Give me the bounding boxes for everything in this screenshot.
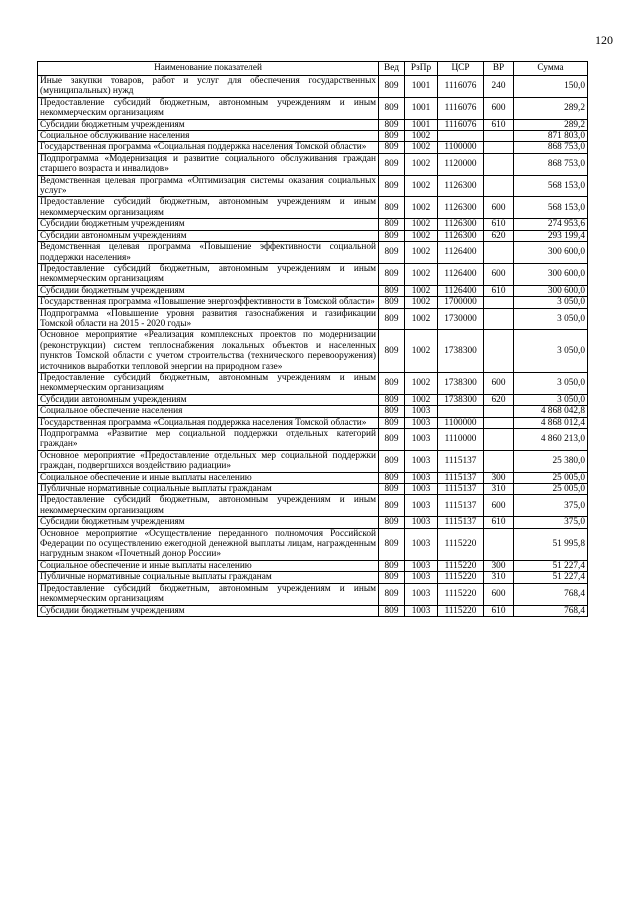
cell-ved: 809	[379, 417, 405, 428]
cell-ved: 809	[379, 242, 405, 264]
cell-rzpr: 1001	[405, 97, 438, 119]
table-row	[38, 472, 588, 483]
cell-name: Предоставление субсидий бюджетным, автономным учреждениям и иным некоммерческим организациям	[38, 97, 379, 119]
cell-ved: 809	[379, 495, 405, 517]
cell-name: Основное мероприятие «Предоставление отдельных мер социальной поддержки граждан, подвергшихся воздействию радиации»	[38, 450, 379, 472]
cell-rzpr: 1002	[405, 330, 438, 373]
cell-csr: 1126300	[438, 175, 484, 197]
cell-ved: 809	[379, 605, 405, 616]
cell-ved: 809	[379, 517, 405, 528]
cell-vr	[484, 528, 514, 560]
cell-vr: 600	[484, 197, 514, 219]
cell-name: Предоставление субсидий бюджетным, автономным учреждениям и иным некоммерческим организациям	[38, 495, 379, 517]
cell-name: Социальное обеспечение населения	[38, 406, 379, 417]
cell-ved: 809	[379, 572, 405, 583]
table-row	[38, 450, 588, 472]
table-row	[38, 119, 588, 130]
cell-vr: 240	[484, 76, 514, 98]
cell-sum: 3 050,0	[514, 308, 588, 330]
cell-csr: 1116076	[438, 76, 484, 98]
cell-vr	[484, 308, 514, 330]
cell-name: Предоставление субсидий бюджетным, автономным учреждениям и иным некоммерческим организациям	[38, 263, 379, 285]
cell-ved: 809	[379, 372, 405, 394]
cell-sum: 375,0	[514, 495, 588, 517]
cell-sum: 274 953,6	[514, 219, 588, 230]
table-row	[38, 131, 588, 142]
table-header-row	[38, 62, 588, 76]
header-rzpr: РзПр	[405, 62, 438, 76]
cell-csr: 1115137	[438, 517, 484, 528]
table-row	[38, 142, 588, 153]
page-number: 120	[595, 33, 613, 47]
cell-csr: 1738300	[438, 394, 484, 405]
cell-rzpr: 1003	[405, 605, 438, 616]
cell-ved: 809	[379, 297, 405, 308]
cell-vr	[484, 175, 514, 197]
cell-vr: 300	[484, 560, 514, 571]
cell-ved: 809	[379, 76, 405, 98]
cell-vr: 620	[484, 230, 514, 241]
cell-sum: 4 868 042,8	[514, 406, 588, 417]
cell-vr: 600	[484, 495, 514, 517]
cell-ved: 809	[379, 406, 405, 417]
cell-ved: 809	[379, 330, 405, 373]
cell-name: Субсидии бюджетным учреждениям	[38, 517, 379, 528]
cell-ved: 809	[379, 450, 405, 472]
cell-rzpr: 1003	[405, 560, 438, 571]
cell-vr: 600	[484, 263, 514, 285]
table-row	[38, 297, 588, 308]
cell-sum: 4 868 012,4	[514, 417, 588, 428]
cell-rzpr: 1002	[405, 242, 438, 264]
table-row	[38, 230, 588, 241]
cell-sum: 293 199,4	[514, 230, 588, 241]
cell-vr: 600	[484, 583, 514, 605]
cell-ved: 809	[379, 230, 405, 241]
table-row	[38, 394, 588, 405]
cell-rzpr: 1002	[405, 219, 438, 230]
cell-ved: 809	[379, 394, 405, 405]
cell-csr: 1115137	[438, 495, 484, 517]
table-row	[38, 197, 588, 219]
cell-rzpr: 1003	[405, 572, 438, 583]
cell-sum: 51 995,8	[514, 528, 588, 560]
cell-ved: 809	[379, 119, 405, 130]
cell-rzpr: 1002	[405, 131, 438, 142]
cell-rzpr: 1002	[405, 142, 438, 153]
cell-vr	[484, 429, 514, 451]
cell-csr: 1700000	[438, 297, 484, 308]
cell-sum: 25 005,0	[514, 472, 588, 483]
cell-sum: 51 227,4	[514, 560, 588, 571]
cell-rzpr: 1003	[405, 450, 438, 472]
cell-ved: 809	[379, 142, 405, 153]
cell-ved: 809	[379, 97, 405, 119]
cell-rzpr: 1003	[405, 517, 438, 528]
cell-csr: 1115137	[438, 450, 484, 472]
cell-name: Подпрограмма «Модернизация и развитие социального обслуживания граждан старшего возраста и инвалидов»	[38, 153, 379, 175]
cell-ved: 809	[379, 560, 405, 571]
cell-ved: 809	[379, 131, 405, 142]
cell-vr	[484, 153, 514, 175]
table-row	[38, 583, 588, 605]
table-row	[38, 263, 588, 285]
cell-name: Субсидии автономным учреждениям	[38, 230, 379, 241]
cell-rzpr: 1002	[405, 394, 438, 405]
table-row	[38, 429, 588, 451]
cell-vr: 610	[484, 219, 514, 230]
cell-name: Предоставление субсидий бюджетным, автономным учреждениям и иным некоммерческим организациям	[38, 197, 379, 219]
cell-rzpr: 1001	[405, 76, 438, 98]
cell-sum: 375,0	[514, 517, 588, 528]
cell-csr	[438, 406, 484, 417]
cell-vr	[484, 450, 514, 472]
cell-sum: 3 050,0	[514, 394, 588, 405]
cell-ved: 809	[379, 528, 405, 560]
cell-ved: 809	[379, 175, 405, 197]
cell-vr: 600	[484, 372, 514, 394]
cell-sum: 3 050,0	[514, 297, 588, 308]
cell-ved: 809	[379, 429, 405, 451]
cell-vr	[484, 330, 514, 373]
cell-name: Субсидии бюджетным учреждениям	[38, 219, 379, 230]
table-row	[38, 406, 588, 417]
cell-sum: 871 803,0	[514, 131, 588, 142]
cell-vr	[484, 417, 514, 428]
header-name: Наименование показателей	[38, 62, 379, 76]
cell-name: Социальное обеспечение и иные выплаты населению	[38, 560, 379, 571]
cell-ved: 809	[379, 285, 405, 296]
cell-sum: 868 753,0	[514, 153, 588, 175]
cell-name: Публичные нормативные социальные выплаты гражданам	[38, 572, 379, 583]
cell-rzpr: 1003	[405, 528, 438, 560]
cell-rzpr: 1002	[405, 230, 438, 241]
cell-rzpr: 1002	[405, 372, 438, 394]
cell-csr: 1738300	[438, 372, 484, 394]
cell-rzpr: 1001	[405, 119, 438, 130]
cell-rzpr: 1002	[405, 285, 438, 296]
cell-rzpr: 1003	[405, 472, 438, 483]
cell-ved: 809	[379, 197, 405, 219]
header-ved: Вед	[379, 62, 405, 76]
cell-vr: 620	[484, 394, 514, 405]
cell-csr: 1100000	[438, 417, 484, 428]
cell-name: Подпрограмма «Повышение уровня развития газоснабжения и газификации Томской области на 2015 - 2020 годы»	[38, 308, 379, 330]
cell-sum: 768,4	[514, 583, 588, 605]
table-row	[38, 285, 588, 296]
cell-csr: 1115220	[438, 528, 484, 560]
cell-rzpr: 1003	[405, 429, 438, 451]
cell-csr: 1126400	[438, 285, 484, 296]
cell-sum: 768,4	[514, 605, 588, 616]
table-body	[38, 76, 588, 617]
cell-vr: 310	[484, 484, 514, 495]
table-row	[38, 308, 588, 330]
cell-sum: 300 600,0	[514, 285, 588, 296]
cell-rzpr: 1003	[405, 417, 438, 428]
cell-csr: 1120000	[438, 153, 484, 175]
cell-name: Ведомственная целевая программа «Повышение эффективности социальной поддержки населения»	[38, 242, 379, 264]
table-row	[38, 76, 588, 98]
cell-rzpr: 1002	[405, 153, 438, 175]
cell-sum: 3 050,0	[514, 372, 588, 394]
cell-rzpr: 1003	[405, 583, 438, 605]
table-row	[38, 528, 588, 560]
cell-ved: 809	[379, 153, 405, 175]
table-row	[38, 372, 588, 394]
cell-name: Ведомственная целевая программа «Оптимизация системы оказания социальных услуг»	[38, 175, 379, 197]
cell-sum: 25 005,0	[514, 484, 588, 495]
cell-ved: 809	[379, 484, 405, 495]
cell-sum: 568 153,0	[514, 175, 588, 197]
table-row	[38, 495, 588, 517]
cell-vr: 610	[484, 119, 514, 130]
cell-csr: 1115137	[438, 472, 484, 483]
header-vr: ВР	[484, 62, 514, 76]
cell-name: Социальное обеспечение и иные выплаты населению	[38, 472, 379, 483]
cell-name: Предоставление субсидий бюджетным, автономным учреждениям и иным некоммерческим организациям	[38, 372, 379, 394]
cell-vr	[484, 297, 514, 308]
cell-csr: 1115220	[438, 560, 484, 571]
header-sum: Сумма	[514, 62, 588, 76]
cell-csr: 1126300	[438, 219, 484, 230]
cell-name: Субсидии бюджетным учреждениям	[38, 119, 379, 130]
cell-name: Подпрограмма «Развитие мер социальной поддержки отдельных категорий граждан»	[38, 429, 379, 451]
cell-rzpr: 1002	[405, 297, 438, 308]
cell-vr: 300	[484, 472, 514, 483]
cell-sum: 4 860 213,0	[514, 429, 588, 451]
cell-sum: 568 153,0	[514, 197, 588, 219]
cell-vr	[484, 142, 514, 153]
cell-vr	[484, 131, 514, 142]
cell-name: Субсидии автономным учреждениям	[38, 394, 379, 405]
table-row	[38, 242, 588, 264]
table-row	[38, 517, 588, 528]
table-row	[38, 484, 588, 495]
cell-rzpr: 1003	[405, 484, 438, 495]
cell-sum: 300 600,0	[514, 242, 588, 264]
cell-csr: 1115220	[438, 583, 484, 605]
cell-rzpr: 1002	[405, 175, 438, 197]
cell-vr: 610	[484, 605, 514, 616]
cell-sum: 3 050,0	[514, 330, 588, 373]
cell-name: Предоставление субсидий бюджетным, автономным учреждениям и иным некоммерческим организациям	[38, 583, 379, 605]
table-row	[38, 560, 588, 571]
cell-rzpr: 1002	[405, 308, 438, 330]
cell-csr: 1110000	[438, 429, 484, 451]
cell-csr: 1115220	[438, 605, 484, 616]
table-row	[38, 330, 588, 373]
cell-name: Иные закупки товаров, работ и услуг для обеспечения государственных (муниципальных) нужд	[38, 76, 379, 98]
table-row	[38, 219, 588, 230]
table-row	[38, 175, 588, 197]
cell-rzpr: 1002	[405, 263, 438, 285]
header-csr: ЦСР	[438, 62, 484, 76]
cell-sum: 868 753,0	[514, 142, 588, 153]
cell-vr	[484, 406, 514, 417]
table-row	[38, 417, 588, 428]
table-row	[38, 605, 588, 616]
cell-csr: 1115220	[438, 572, 484, 583]
cell-csr: 1115137	[438, 484, 484, 495]
cell-csr: 1116076	[438, 97, 484, 119]
cell-name: Государственная программа «Социальная поддержка населения Томской области»	[38, 142, 379, 153]
budget-table	[37, 61, 588, 617]
cell-csr: 1126400	[438, 242, 484, 264]
cell-name: Субсидии бюджетным учреждениям	[38, 285, 379, 296]
cell-sum: 25 380,0	[514, 450, 588, 472]
cell-name: Социальное обслуживание населения	[38, 131, 379, 142]
cell-vr: 600	[484, 97, 514, 119]
cell-csr: 1126300	[438, 230, 484, 241]
cell-ved: 809	[379, 263, 405, 285]
cell-name: Публичные нормативные социальные выплаты гражданам	[38, 484, 379, 495]
cell-sum: 51 227,4	[514, 572, 588, 583]
cell-vr: 310	[484, 572, 514, 583]
cell-csr: 1126300	[438, 197, 484, 219]
cell-rzpr: 1003	[405, 495, 438, 517]
cell-sum: 289,2	[514, 97, 588, 119]
cell-ved: 809	[379, 583, 405, 605]
cell-csr: 1126400	[438, 263, 484, 285]
cell-csr	[438, 131, 484, 142]
cell-vr: 610	[484, 285, 514, 296]
table-row	[38, 572, 588, 583]
cell-vr: 610	[484, 517, 514, 528]
cell-csr: 1116076	[438, 119, 484, 130]
cell-sum: 300 600,0	[514, 263, 588, 285]
cell-sum: 289,2	[514, 119, 588, 130]
cell-name: Основное мероприятие «Осуществление переданного полномочия Российской Федерации по осуществлению ежегодной денежной выплаты лицам, награжденным нагрудным знаком «Почетный донор России»	[38, 528, 379, 560]
table-row	[38, 97, 588, 119]
cell-rzpr: 1002	[405, 197, 438, 219]
cell-csr: 1100000	[438, 142, 484, 153]
cell-csr: 1738300	[438, 330, 484, 373]
cell-name: Государственная программа «Социальная поддержка населения Томской области»	[38, 417, 379, 428]
cell-rzpr: 1003	[405, 406, 438, 417]
cell-name: Государственная программа «Повышение энергоэффективности в Томской области»	[38, 297, 379, 308]
cell-ved: 809	[379, 472, 405, 483]
cell-ved: 809	[379, 308, 405, 330]
cell-ved: 809	[379, 219, 405, 230]
cell-sum: 150,0	[514, 76, 588, 98]
cell-vr	[484, 242, 514, 264]
table-row	[38, 153, 588, 175]
cell-name: Субсидии бюджетным учреждениям	[38, 605, 379, 616]
cell-name: Основное мероприятие «Реализация комплексных проектов по модернизации (реконструкции) систем теплоснабжения локальных объектов и населенных пунктов Томской области с учетом строительства (технического перевооружения) источников выработки тепловой энергии на природном газе»	[38, 330, 379, 373]
cell-csr: 1730000	[438, 308, 484, 330]
